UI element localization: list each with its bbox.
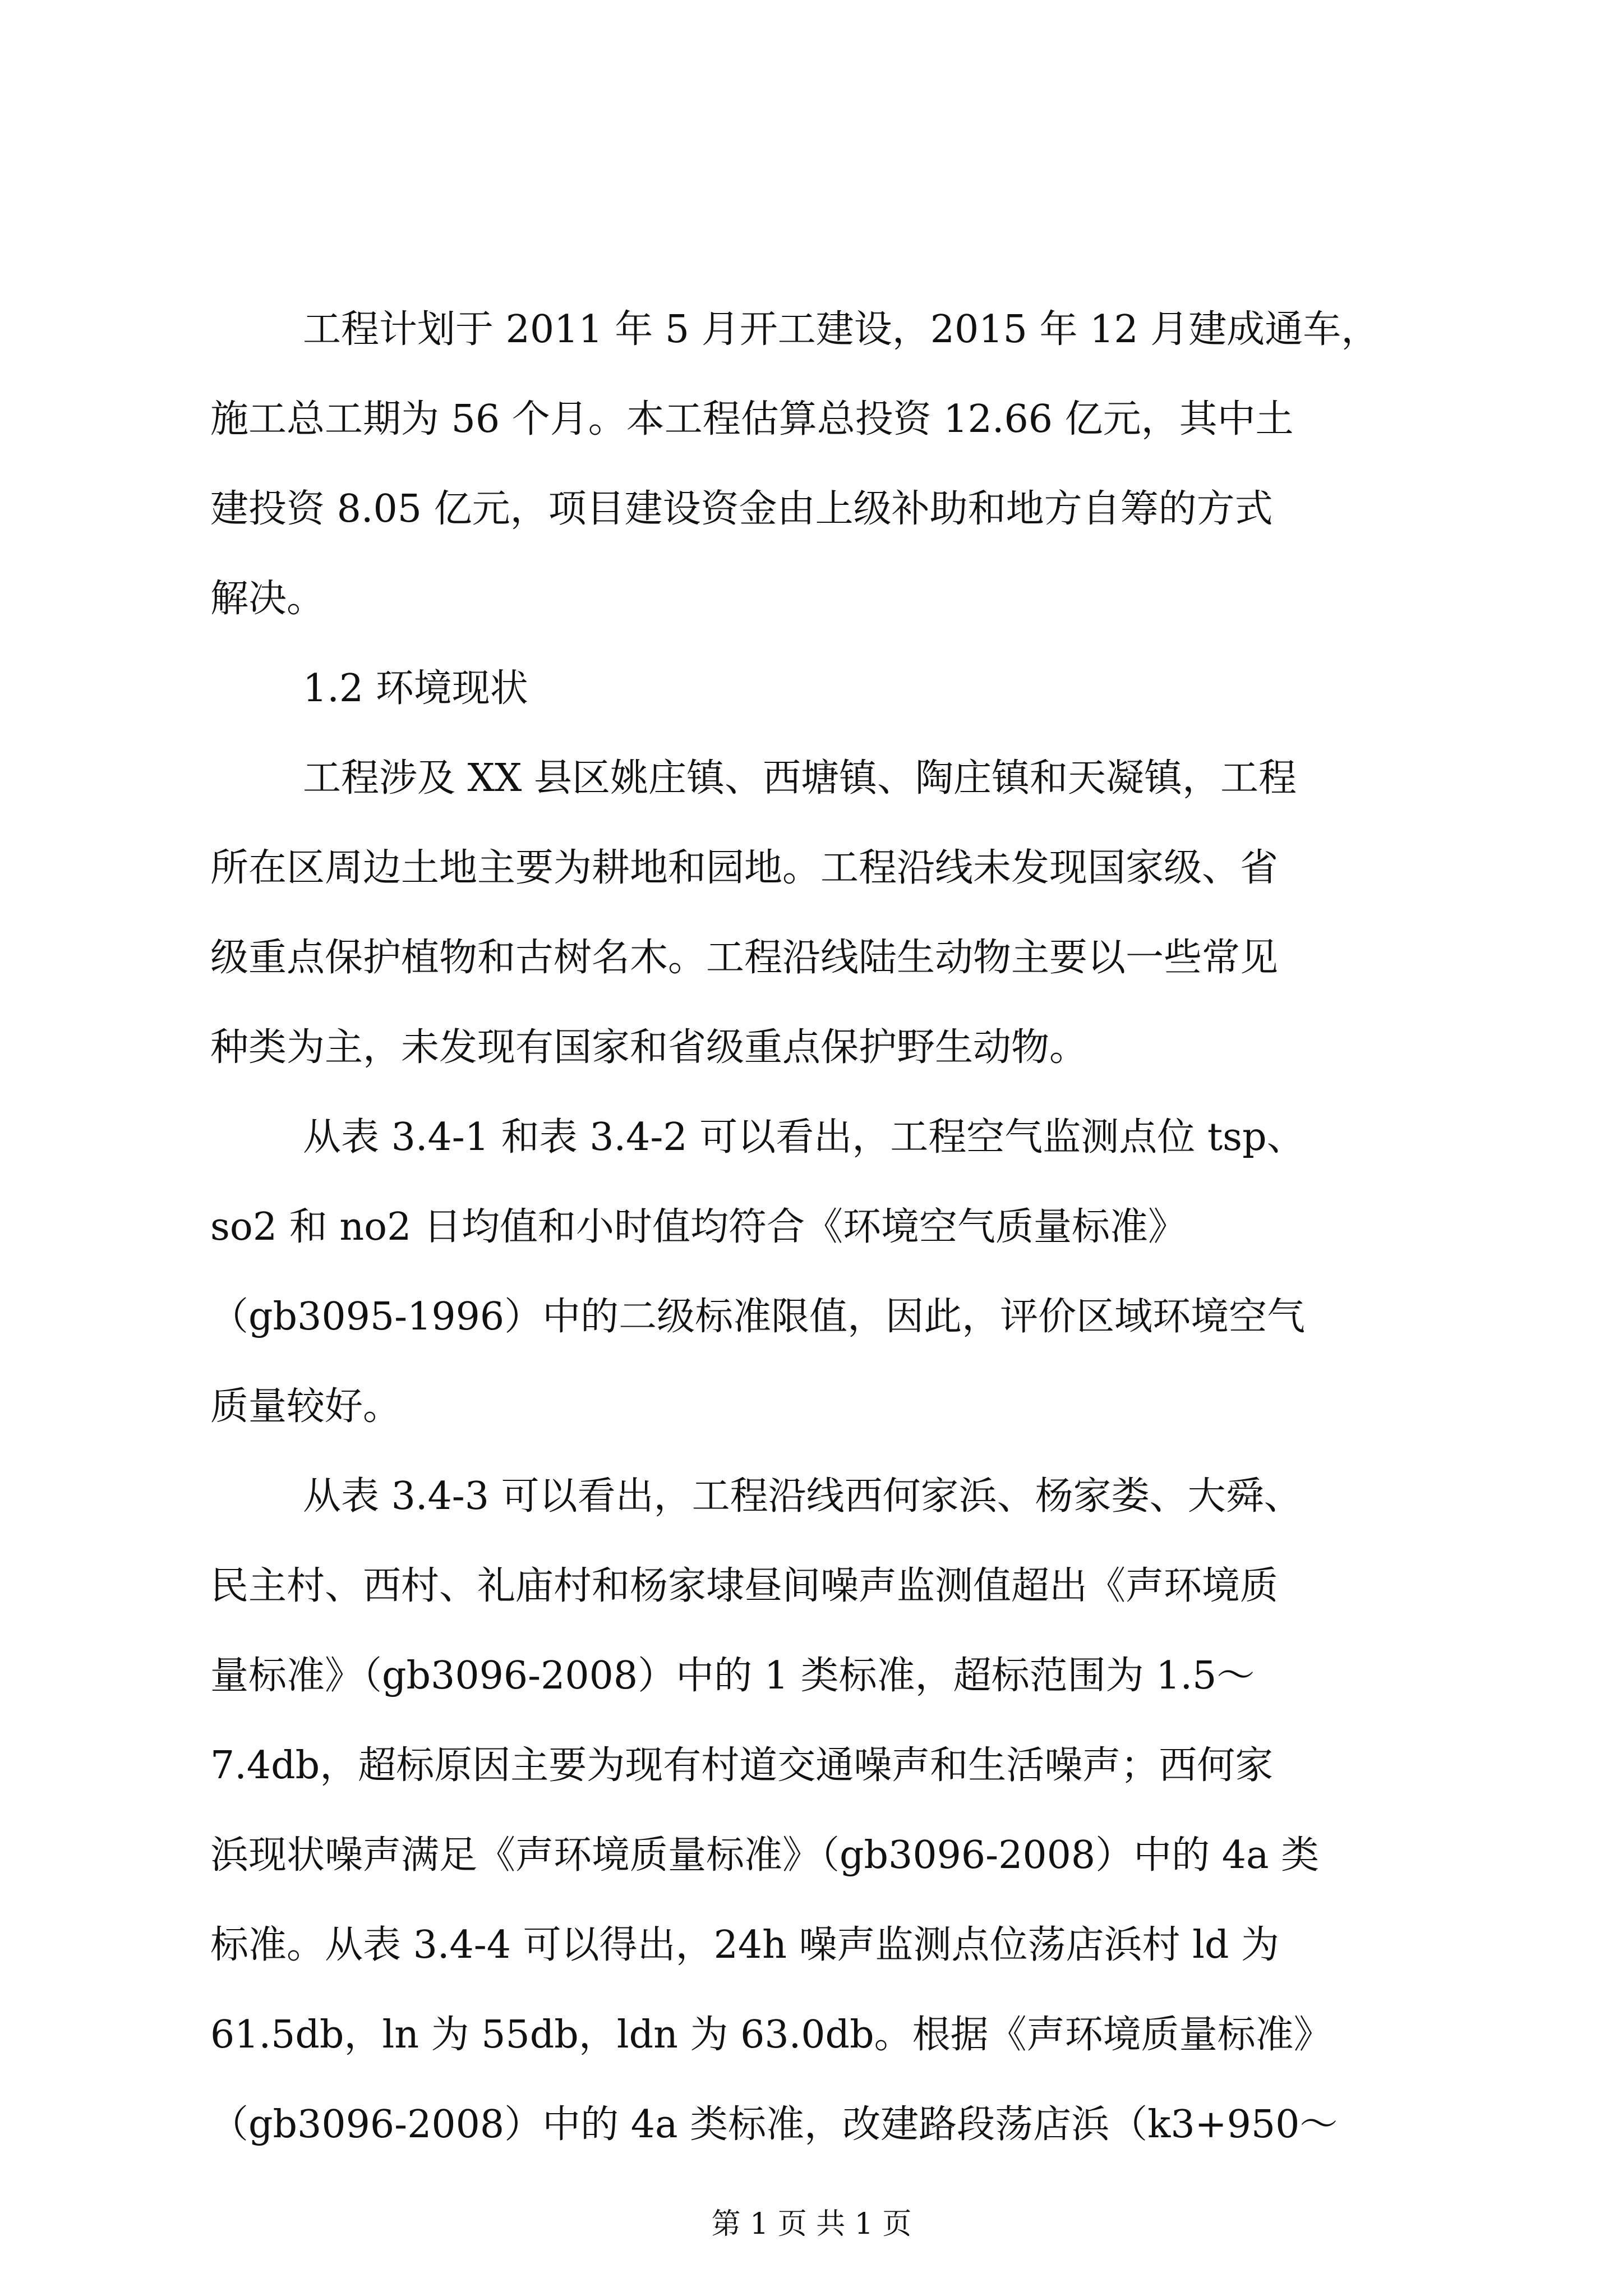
text-line: （gb3096-2008）中的 4a 类标准，改建路段荡店浜（k3+950～	[210, 2102, 1338, 2147]
text-line: （gb3095-1996）中的二级标准限值，因此，评价区域环境空气	[210, 1295, 1306, 1339]
text-line: 工程计划于 2011 年 5 月开工建设，2015 年 12 月建成通车，	[303, 307, 1380, 352]
text-line: 解决。	[210, 577, 325, 621]
text-line: 浜现状噪声满足《声环境质量标准》（gb3096-2008）中的 4a 类	[210, 1833, 1320, 1878]
text-line: 量标准》（gb3096-2008）中的 1 类标准，超标范围为 1.5～	[210, 1654, 1255, 1698]
text-line: 标准。从表 3.4-4 可以得出，24h 噪声监测点位荡店浜村 ld 为	[210, 1923, 1280, 1967]
page-footer: 第 1 页 共 1 页	[711, 2207, 912, 2241]
text-line: 质量较好。	[210, 1384, 402, 1429]
text-line: 61.5db，ln 为 55db，ldn 为 63.0db。根据《声环境质量标准》	[210, 2013, 1332, 2057]
text-line: 建投资 8.05 亿元，项目建设资金由上级补助和地方自筹的方式	[210, 487, 1273, 531]
text-line: 7.4db，超标原因主要为现有村道交通噪声和生活噪声；西何家	[210, 1743, 1274, 1788]
text-line: so2 和 no2 日均值和小时值均符合《环境空气质量标准》	[210, 1205, 1186, 1249]
text-line: 从表 3.4-3 可以看出，工程沿线西何家浜、杨家娄、大舜、	[303, 1474, 1302, 1519]
text-line: 种类为主，未发现有国家和省级重点保护野生动物。	[210, 1025, 1088, 1070]
text-line: 工程涉及 XX 县区姚庄镇、西塘镇、陶庄镇和天凝镇，工程	[303, 756, 1297, 800]
text-line: 所在区周边土地主要为耕地和园地。工程沿线未发现国家级、省	[210, 846, 1279, 890]
text-line: 民主村、西村、礼庙村和杨家埭昼间噪声监测值超出《声环境质	[210, 1564, 1279, 1608]
text-line: 施工总工期为 56 个月。本工程估算总投资 12.66 亿元，其中土	[210, 397, 1294, 441]
section-heading: 1.2 环境现状	[303, 666, 528, 711]
text-line: 从表 3.4-1 和表 3.4-2 可以看出，工程空气监测点位 tsp、	[303, 1115, 1305, 1159]
text-line: 级重点保护植物和古树名木。工程沿线陆生动物主要以一些常见	[210, 936, 1279, 980]
